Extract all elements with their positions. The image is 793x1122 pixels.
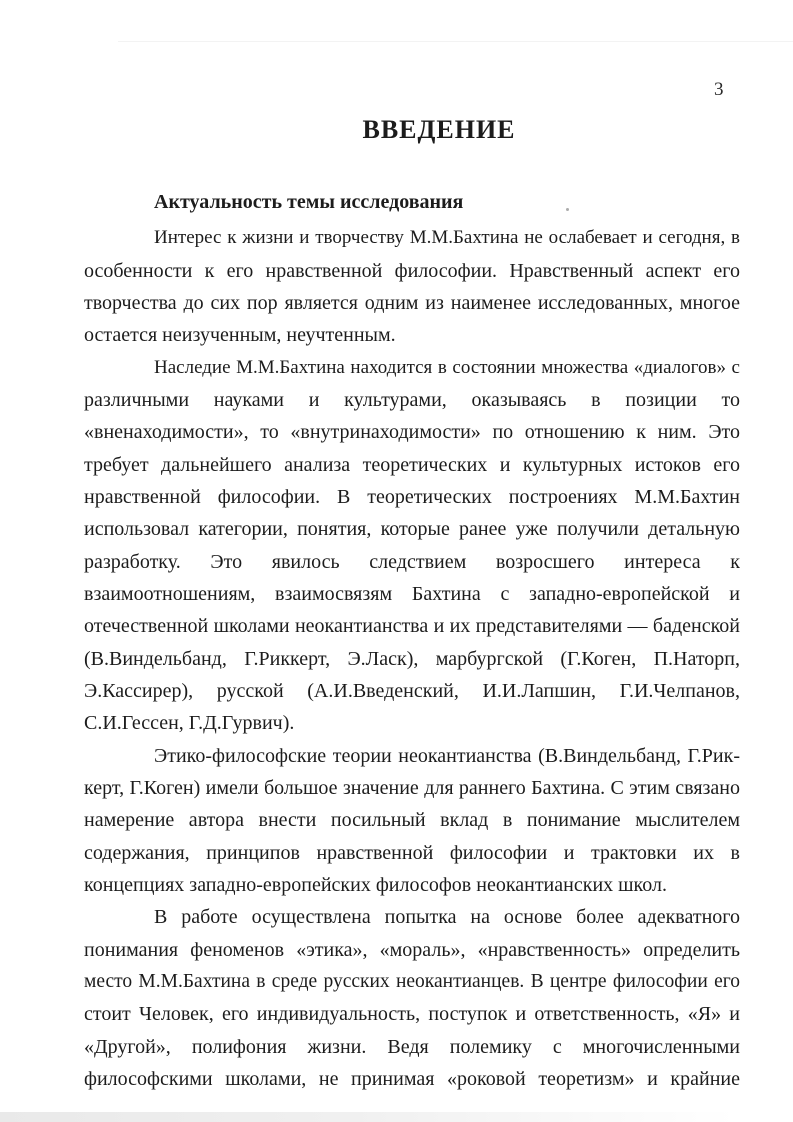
scan-speck: [566, 208, 569, 211]
text-line: намерение автора внести посильный вклад в понимание мыслителем: [84, 809, 740, 832]
section-heading: Актуальность темы исследования: [154, 191, 464, 213]
text-line: концепциях западно-европейских философов неокантианских школ.: [84, 873, 667, 896]
text-line: Этико-философские теории неокантианства (В.Виндельбанд, Г.Рик-: [154, 744, 740, 767]
paragraph: [84, 352, 740, 740]
text-line: керт, Г.Коген) имели большое значение для раннего Бахтина. С этим связано: [84, 776, 740, 799]
paragraph: [84, 222, 740, 351]
text-line: разработку. Это явилось следствием возросшего интереса к: [84, 550, 740, 573]
text-line: Э.Кассирер), русской (А.И.Введенский, И.И.Лапшин, Г.И.Челпанов,: [84, 679, 740, 702]
document-body: [84, 186, 740, 1095]
paragraph: [84, 901, 740, 1095]
page-number: 3: [714, 79, 724, 100]
text-line: отечественной школами неокантианства и их представителями — баденской: [84, 615, 740, 638]
scan-shade-bottom: [0, 1112, 775, 1122]
text-line: использовал категории, понятия, которые ранее уже получили детальную: [84, 518, 740, 541]
page-title: ВВЕДЕНИЕ: [362, 115, 516, 144]
text-line: С.И.Гессен, Г.Д.Гурвич).: [84, 712, 295, 735]
text-line: требует дальнейшего анализа теоретических и культурных истоков его: [84, 453, 740, 476]
text-line: Наследие М.М.Бахтина находится в состоянии множества «диалогов» с: [154, 356, 740, 378]
text-line: остается неизученным, неучтенным.: [84, 324, 396, 347]
scan-page-edge: [118, 41, 793, 42]
text-line: место М.М.Бахтина в среде русских неокантианцев. В центре философии его: [84, 970, 740, 992]
text-line: философскими школами, не принимая «роковой теоретизм» и крайние: [84, 1067, 740, 1090]
text-line: содержания, принципов нравственной философии и трактовки их в: [84, 841, 740, 864]
text-line: В работе осуществлена попытка на основе более адекватного: [154, 906, 740, 929]
text-line: творчества до сих пор является одним из наименее исследованных, многое: [84, 291, 740, 314]
text-line: различными науками и культурами, оказываясь в позиции то: [84, 388, 740, 411]
text-line: «Другой», полифония жизни. Ведя полемику с многочисленными: [84, 1035, 740, 1058]
paragraphs-container: [84, 222, 740, 1095]
text-line: «вненаходимости», то «внутринаходимости» по отношению к ним. Это: [84, 421, 740, 444]
text-line: стоит Человек, его индивидуальность, поступок и ответственность, «Я» и: [84, 1003, 740, 1026]
text-line: особенности к его нравственной философии. Нравственный аспект его: [84, 259, 740, 282]
text-line: взаимоотношениям, взаимосвязям Бахтина с западно-европейской и: [84, 582, 740, 605]
text-line: понимания феноменов «этика», «мораль», «нравственность» определить: [84, 938, 740, 961]
text-line: нравственной философии. В теоретических построениях М.М.Бахтин: [84, 485, 740, 508]
paragraph: [84, 740, 740, 902]
text-line: Интерес к жизни и творчеству М.М.Бахтина не ослабевает и сегодня, в: [154, 227, 740, 249]
text-line: (В.Виндельбанд, Г.Риккерт, Э.Ласк), марбургской (Г.Коген, П.Наторп,: [84, 647, 740, 670]
